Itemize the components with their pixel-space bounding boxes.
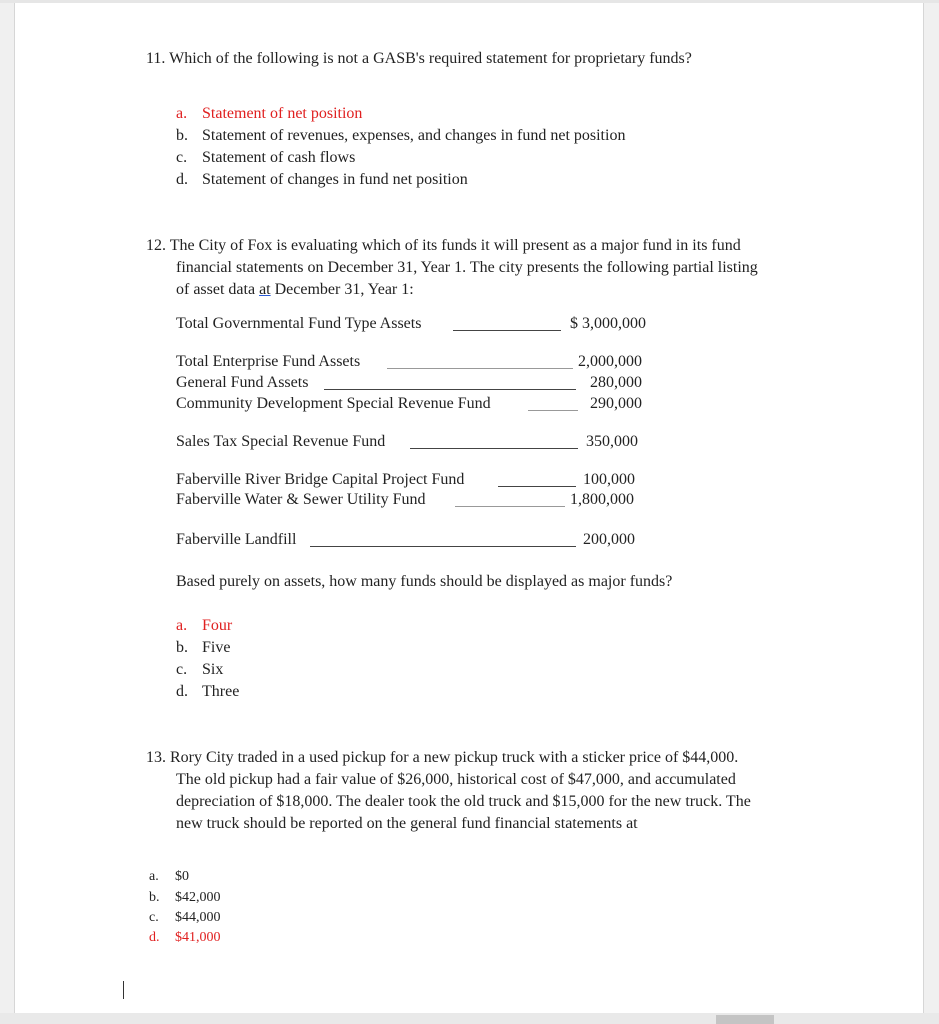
question-11 <box>146 48 692 70</box>
asset-row: Total Governmental Fund Type Assets $ 3,000,000 <box>176 315 646 332</box>
question-text-line1: The City of Fox is evaluating which of its funds it will present as a major fund in its fund <box>169 237 741 254</box>
scrollbar-thumb[interactable] <box>716 1015 774 1024</box>
q13-option-a: a. $0 <box>149 869 189 884</box>
q13-option-d: d. $41,000 <box>149 930 221 945</box>
leader-line <box>410 434 578 449</box>
asset-row: Total Enterprise Fund Assets 2,000,000 <box>176 353 642 370</box>
asset-row: Faberville Water & Sewer Utility Fund 1,800,000 <box>176 491 634 508</box>
leader-line <box>455 492 565 507</box>
question-text: Which of the following is not a GASB's required statement for proprietary funds? <box>169 50 692 67</box>
question-12 <box>146 235 826 257</box>
q13-text-line4: new truck should be reported on the general fund financial statements at <box>176 815 638 832</box>
q13-text-line2: The old pickup had a fair value of $26,000, historical cost of $47,000, and accumulated <box>176 771 736 788</box>
q12-text-line3: of asset data at December 31, Year 1: <box>176 281 414 298</box>
q12-text-line2: financial statements on December 31, Year 1. The city presents the following partial listing <box>176 259 758 276</box>
q12-option-b: b. Five <box>176 639 231 656</box>
q12-option-d: d. Three <box>176 683 240 700</box>
q13-option-c: c. $44,000 <box>149 910 221 925</box>
asset-row: Community Development Special Revenue Fund 290,000 <box>176 395 642 412</box>
question-number: 11. <box>146 50 166 67</box>
q12-option-c: c. Six <box>176 661 224 678</box>
question-number: 13. <box>146 749 166 766</box>
leader-line <box>324 375 576 390</box>
asset-row: General Fund Assets 280,000 <box>176 374 642 391</box>
q11-option-d: d. Statement of changes in fund net position <box>176 171 468 188</box>
q13-option-b: b. $42,000 <box>149 890 221 905</box>
q12-subquestion: Based purely on assets, how many funds should be displayed as major funds? <box>176 573 673 590</box>
asset-row: Faberville River Bridge Capital Project Fund 100,000 <box>176 471 635 488</box>
question-13 <box>146 747 738 769</box>
text-cursor <box>123 981 124 999</box>
leader-line <box>453 316 561 331</box>
q11-option-b: b. Statement of revenues, expenses, and changes in fund net position <box>176 127 626 144</box>
q12-option-a: a. Four <box>176 617 233 634</box>
q11-option-a: a. Statement of net position <box>176 105 363 122</box>
question-number: 12. <box>146 237 166 254</box>
q11-option-c: c. Statement of cash flows <box>176 149 356 166</box>
leader-line <box>310 532 576 547</box>
question-text-line1: Rory City traded in a used pickup for a new pickup truck with a sticker price of $44,000. <box>170 749 739 766</box>
leader-line <box>387 354 573 369</box>
q13-text-line3: depreciation of $18,000. The dealer took the old truck and $15,000 for the new truck. The <box>176 793 751 810</box>
asset-row: Faberville Landfill 200,000 <box>176 531 635 548</box>
asset-row: Sales Tax Special Revenue Fund 350,000 <box>176 433 638 450</box>
horizontal-scrollbar[interactable] <box>0 1013 939 1024</box>
